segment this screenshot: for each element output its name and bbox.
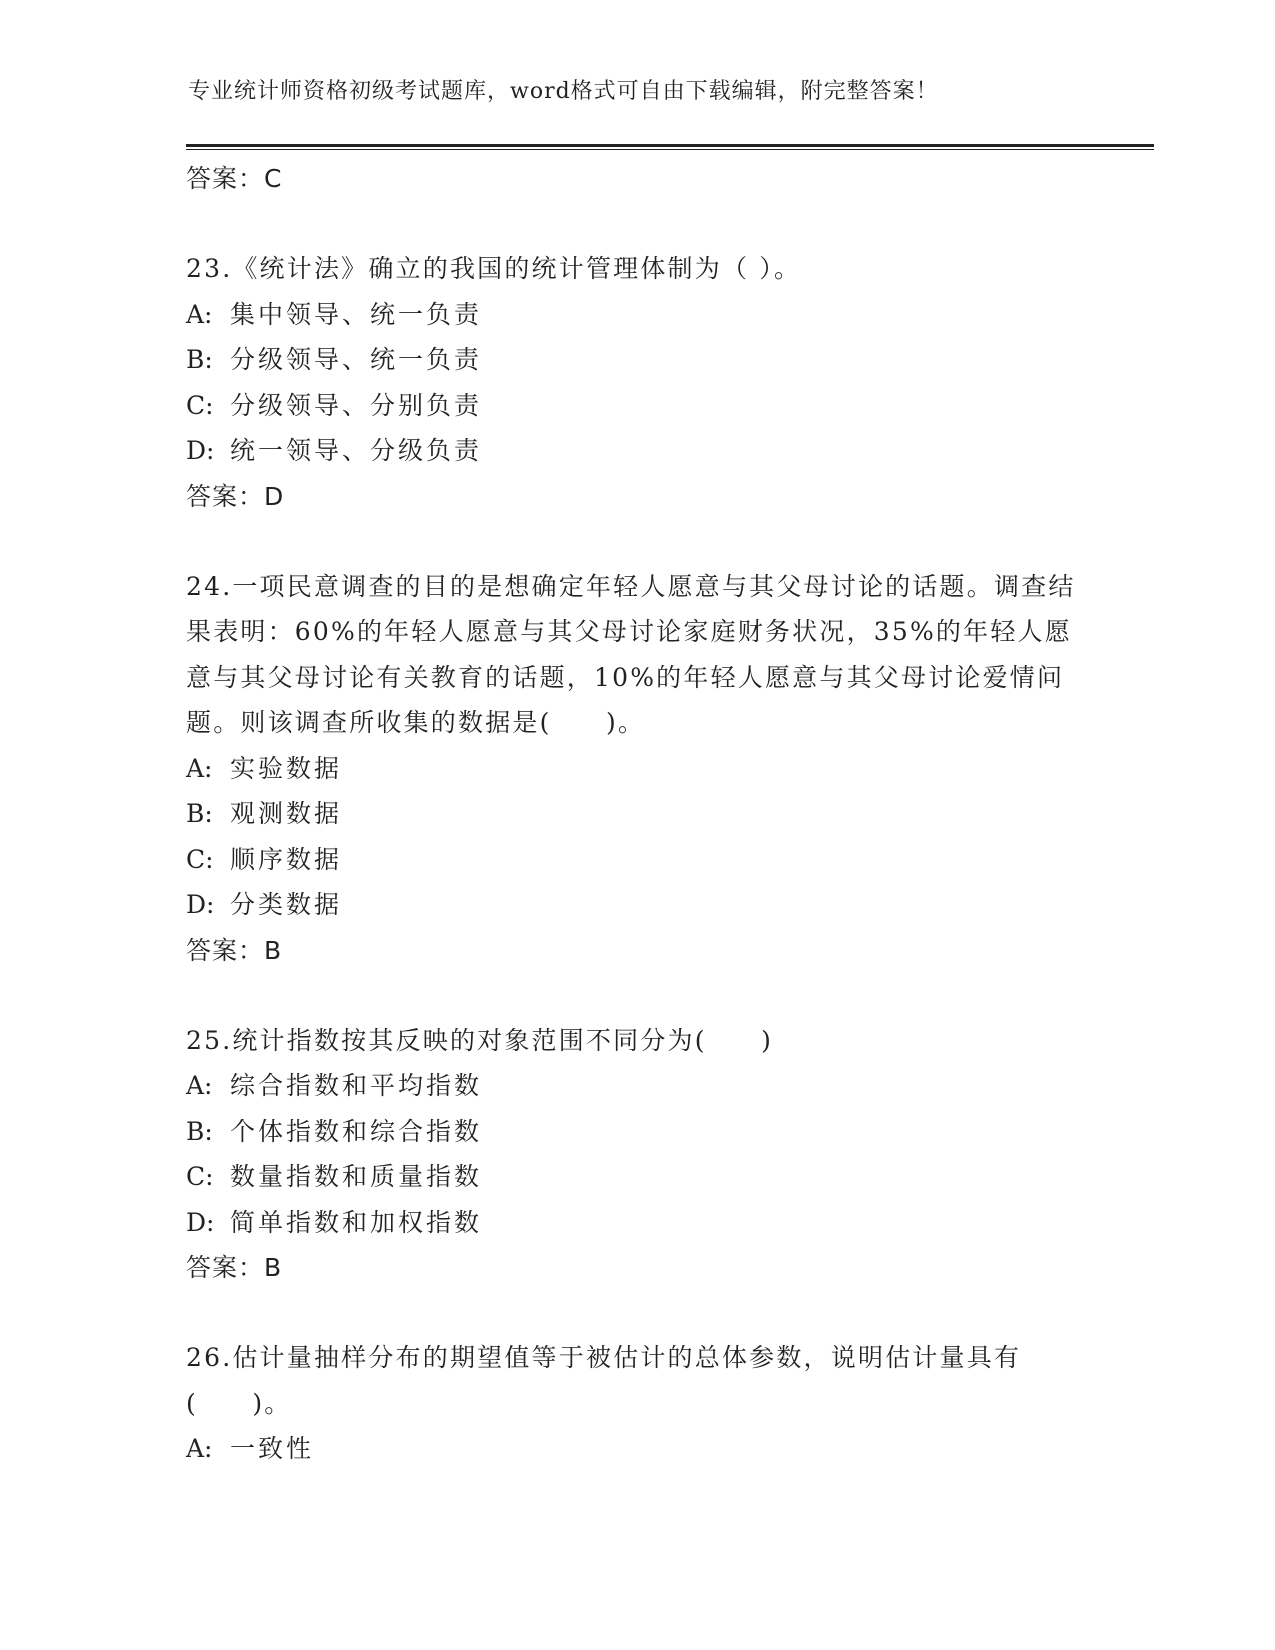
option-text: 分级领导、分别负责 [230,390,483,420]
answer: 答案：D [186,481,285,511]
option-letter: A: [186,753,213,783]
option-a [186,746,1086,792]
option-a [186,1063,1086,1109]
answer: 答案：B [186,1253,283,1282]
answer-prev: 答案：C [186,164,283,193]
option-c [186,837,1086,883]
spacer [186,974,1086,1018]
question-list [186,156,1086,1472]
option-letter: A: [186,1071,213,1100]
question-25 [186,1018,1086,1292]
option-d [186,428,1086,474]
option-d [186,882,1086,928]
option-a [186,1426,1086,1472]
option-c [186,1154,1086,1200]
question-stem: 25.统计指数按其反映的对象范围不同分为( ) [186,1025,774,1055]
option-b [186,791,1086,837]
option-d [186,1200,1086,1246]
option-text: 一致性 [230,1434,315,1463]
option-text: 分级领导、统一负责 [230,345,483,374]
question-24 [186,564,1086,974]
option-b [186,337,1086,383]
option-letter: C: [186,390,214,420]
option-text: 统一领导、分级负责 [230,436,483,465]
question-stem: 24.一项民意调查的目的是想确定年轻人愿意与其父母讨论的话题。调查结果表明：60%的年轻人愿意与其父母讨论家庭财务状况，35%的年轻人愿意与其父母讨论有关教育的话题，10%的年轻人愿意与其父母讨论爱情问题。则该调查所收集的数据是( )。 [186,571,1076,737]
option-letter: C: [186,844,214,874]
option-letter: A: [186,299,213,329]
option-letter: B: [186,1116,213,1146]
option-text: 个体指数和综合指数 [230,1116,483,1146]
answer: 答案：B [186,935,283,965]
question-stem: 26.估计量抽样分布的期望值等于被估计的总体参数，说明估计量具有( )。 [186,1343,1022,1418]
option-letter: D: [186,436,215,465]
option-text: 分类数据 [230,890,343,919]
option-text: 集中领导、统一负责 [230,299,483,329]
option-letter: D: [186,1207,215,1237]
spacer [186,202,1086,246]
question-23 [186,246,1086,520]
spacer [186,520,1086,564]
header-rule [186,144,1154,150]
option-a [186,292,1086,338]
option-letter: B: [186,799,213,828]
option-text: 观测数据 [230,799,343,828]
question-26 [186,1335,1086,1472]
page-header: 专业统计师资格初级考试题库，word格式可自由下载编辑，附完整答案！ [188,79,939,104]
option-text: 顺序数据 [230,844,343,874]
option-b [186,1109,1086,1155]
option-letter: A: [186,1434,213,1463]
option-letter: B: [186,345,213,374]
option-letter: C: [186,1162,214,1191]
option-text: 简单指数和加权指数 [230,1207,483,1237]
option-c [186,383,1086,429]
option-text: 数量指数和质量指数 [230,1162,483,1191]
option-text: 综合指数和平均指数 [230,1071,483,1100]
spacer [186,1291,1086,1335]
option-text: 实验数据 [230,753,343,783]
question-stem: 23.《统计法》确立的我国的统计管理体制为（ ）。 [186,254,802,283]
option-letter: D: [186,890,215,919]
